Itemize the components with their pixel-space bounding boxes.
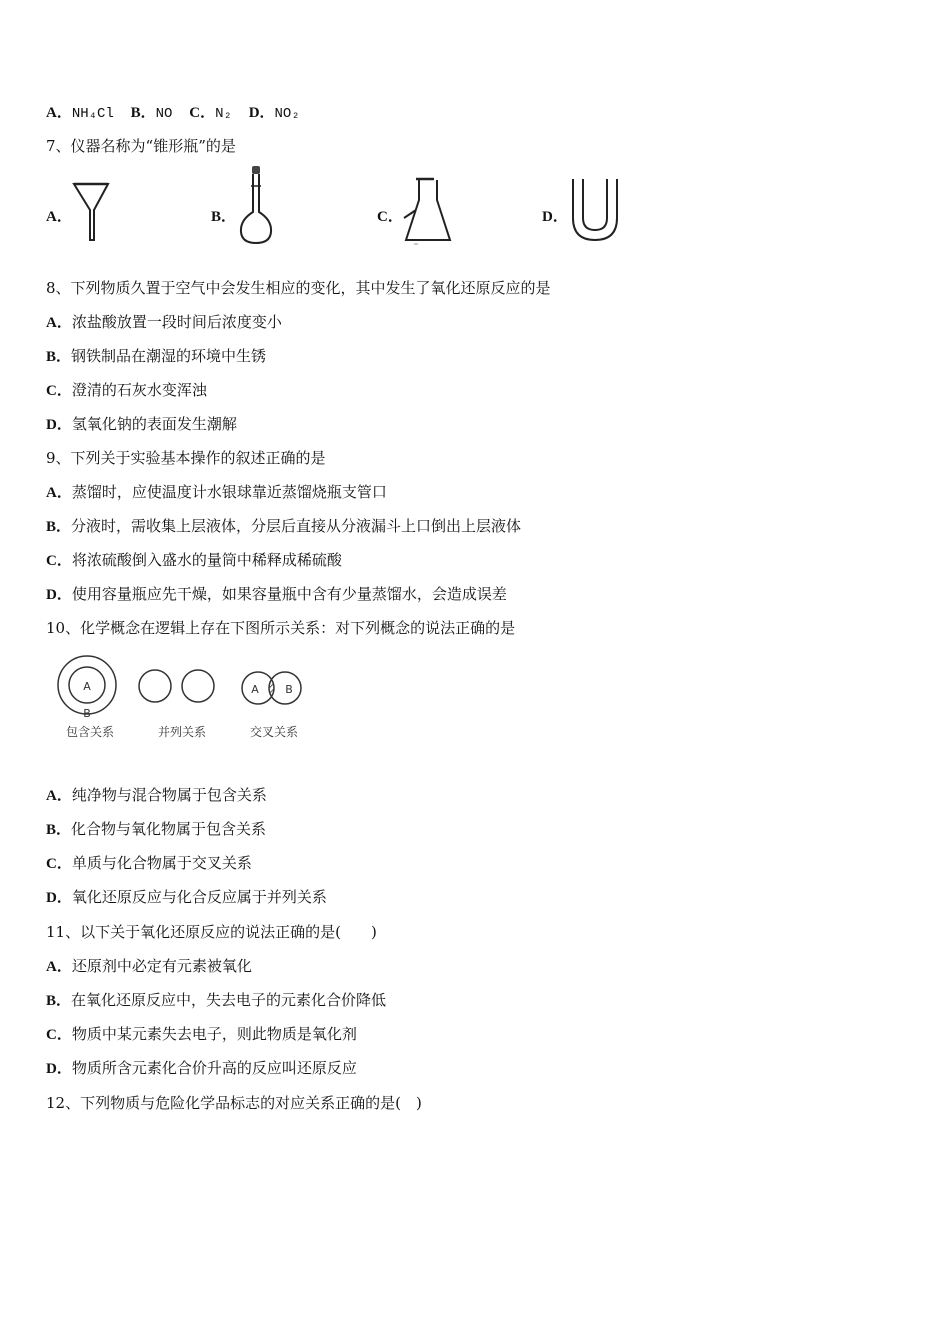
conical-flask-icon <box>400 174 456 246</box>
q8-option-a-text: 浓盐酸放置一段时间后浓度变小 <box>71 313 282 331</box>
q7-option-c <box>377 206 403 227</box>
q10-option-c-letter: C． <box>46 856 72 872</box>
q9-option-d-text: 使用容量瓶应先干燥，如果容量瓶中含有少量蒸馏水，会造成误差 <box>71 585 507 603</box>
q6-option-d-text: NO₂ <box>274 106 300 122</box>
q11-option-d-letter: D． <box>46 1061 72 1077</box>
relationship-diagram <box>50 652 320 748</box>
q10-option-d-letter: D． <box>46 890 72 906</box>
intersection-caption: 交叉关系 <box>249 725 299 739</box>
intersection-diagram <box>242 672 301 739</box>
q7-stem: 7、仪器名称为“锥形瓶”的是 <box>46 137 236 155</box>
q6-option-a-letter: A． <box>46 105 72 121</box>
q10-option-b-text: 化合物与氧化物属于包含关系 <box>71 820 267 838</box>
q10-option-b <box>46 819 266 840</box>
q6-option-b-letter: B． <box>130 105 156 121</box>
inclusion-diagram <box>58 656 116 739</box>
volumetric-flask-icon <box>236 164 280 246</box>
q6-options <box>46 102 300 124</box>
q11-option-d-text: 物质所含元素化合价升高的反应叫还原反应 <box>71 1059 357 1077</box>
q9-option-a-letter: A． <box>46 485 72 501</box>
q6-option-c-text: N₂ <box>215 106 232 122</box>
q11-option-a-text: 还原剂中必定有元素被氧化 <box>71 957 252 975</box>
q7-option-b-letter: B． <box>211 209 237 225</box>
q10-stem: 10、化学概念在逻辑上存在下图所示关系：对下列概念的说法正确的是 <box>46 619 516 637</box>
intersection-label-a: A <box>251 683 259 696</box>
q10-option-d <box>46 887 327 908</box>
q6-option-c-letter: C． <box>189 105 216 121</box>
q8-option-b <box>46 346 266 367</box>
q12-stem: 12、下列物质与危险化学品标志的对应关系正确的是( ) <box>46 1094 422 1112</box>
q11-option-c <box>46 1024 357 1045</box>
q6-option-b-text: NO <box>155 106 173 122</box>
q11-option-d <box>46 1058 357 1079</box>
q8-option-c-text: 澄清的石灰水变浑浊 <box>71 381 207 399</box>
q9-option-b <box>46 516 521 537</box>
q7-option-a-letter: A． <box>46 209 72 225</box>
q7-option-d <box>542 206 568 227</box>
q8-option-a <box>46 312 282 333</box>
q8-stem: 8、下列物质久置于空气中会发生相应的变化，其中发生了氧化还原反应的是 <box>46 279 551 297</box>
q11-stem: 11、以下关于氧化还原反应的说法正确的是( ) <box>46 923 377 941</box>
q9-option-d-letter: D． <box>46 587 72 603</box>
q6-option-d-letter: D． <box>248 105 275 121</box>
q9-option-c <box>46 550 342 571</box>
q9-option-d <box>46 584 507 605</box>
q7-option-a <box>46 206 72 227</box>
q11-option-b <box>46 990 386 1011</box>
q9-option-c-text: 将浓硫酸倒入盛水的量筒中稀释成稀硫酸 <box>71 551 342 569</box>
q11-option-c-letter: C． <box>46 1027 72 1043</box>
q10-option-d-text: 氧化还原反应与化合反应属于并列关系 <box>71 888 327 906</box>
parallel-diagram <box>139 670 214 739</box>
funnel-icon <box>70 178 114 244</box>
q9-option-a <box>46 482 387 503</box>
q10-option-c-text: 单质与化合物属于交叉关系 <box>71 854 252 872</box>
q9-option-a-text: 蒸馏时，应使温度计水银球靠近蒸馏烧瓶支管口 <box>71 483 387 501</box>
q8-option-d <box>46 414 237 435</box>
q8-option-a-letter: A． <box>46 315 72 331</box>
q6-option-a-text: NH₄Cl <box>71 106 114 122</box>
u-tube-icon <box>568 176 622 244</box>
q9-option-c-letter: C． <box>46 553 72 569</box>
inclusion-caption: 包含关系 <box>65 725 115 739</box>
q9-stem: 9、下列关于实验基本操作的叙述正确的是 <box>46 449 326 467</box>
q10-option-a <box>46 785 267 806</box>
inclusion-label-b: B <box>83 707 91 720</box>
q8-option-c-letter: C． <box>46 383 72 399</box>
q11-option-b-text: 在氧化还原反应中，失去电子的元素化合价降低 <box>71 991 387 1009</box>
q11-option-a <box>46 956 252 977</box>
q9-option-b-text: 分液时，需收集上层液体，分层后直接从分液漏斗上口倒出上层液体 <box>71 517 522 535</box>
q10-option-a-text: 纯净物与混合物属于包含关系 <box>71 786 267 804</box>
q8-option-c <box>46 380 207 401</box>
q7-option-d-letter: D． <box>542 209 568 225</box>
q8-option-d-text: 氢氧化钠的表面发生潮解 <box>71 415 237 433</box>
intersection-label-b: B <box>285 683 293 696</box>
q10-option-b-letter: B． <box>46 822 72 838</box>
q11-option-c-text: 物质中某元素失去电子，则此物质是氧化剂 <box>71 1025 357 1043</box>
q11-option-b-letter: B． <box>46 993 72 1009</box>
inclusion-label-a: A <box>83 680 91 693</box>
q8-option-b-text: 钢铁制品在潮湿的环境中生锈 <box>71 347 267 365</box>
q11-option-a-letter: A． <box>46 959 72 975</box>
q7-option-c-letter: C． <box>377 209 403 225</box>
q9-option-b-letter: B． <box>46 519 72 535</box>
q10-option-c <box>46 853 252 874</box>
q8-option-d-letter: D． <box>46 417 72 433</box>
q10-option-a-letter: A． <box>46 788 72 804</box>
parallel-caption: 并列关系 <box>157 725 207 739</box>
q7-option-b <box>211 206 236 227</box>
q8-option-b-letter: B． <box>46 349 72 365</box>
